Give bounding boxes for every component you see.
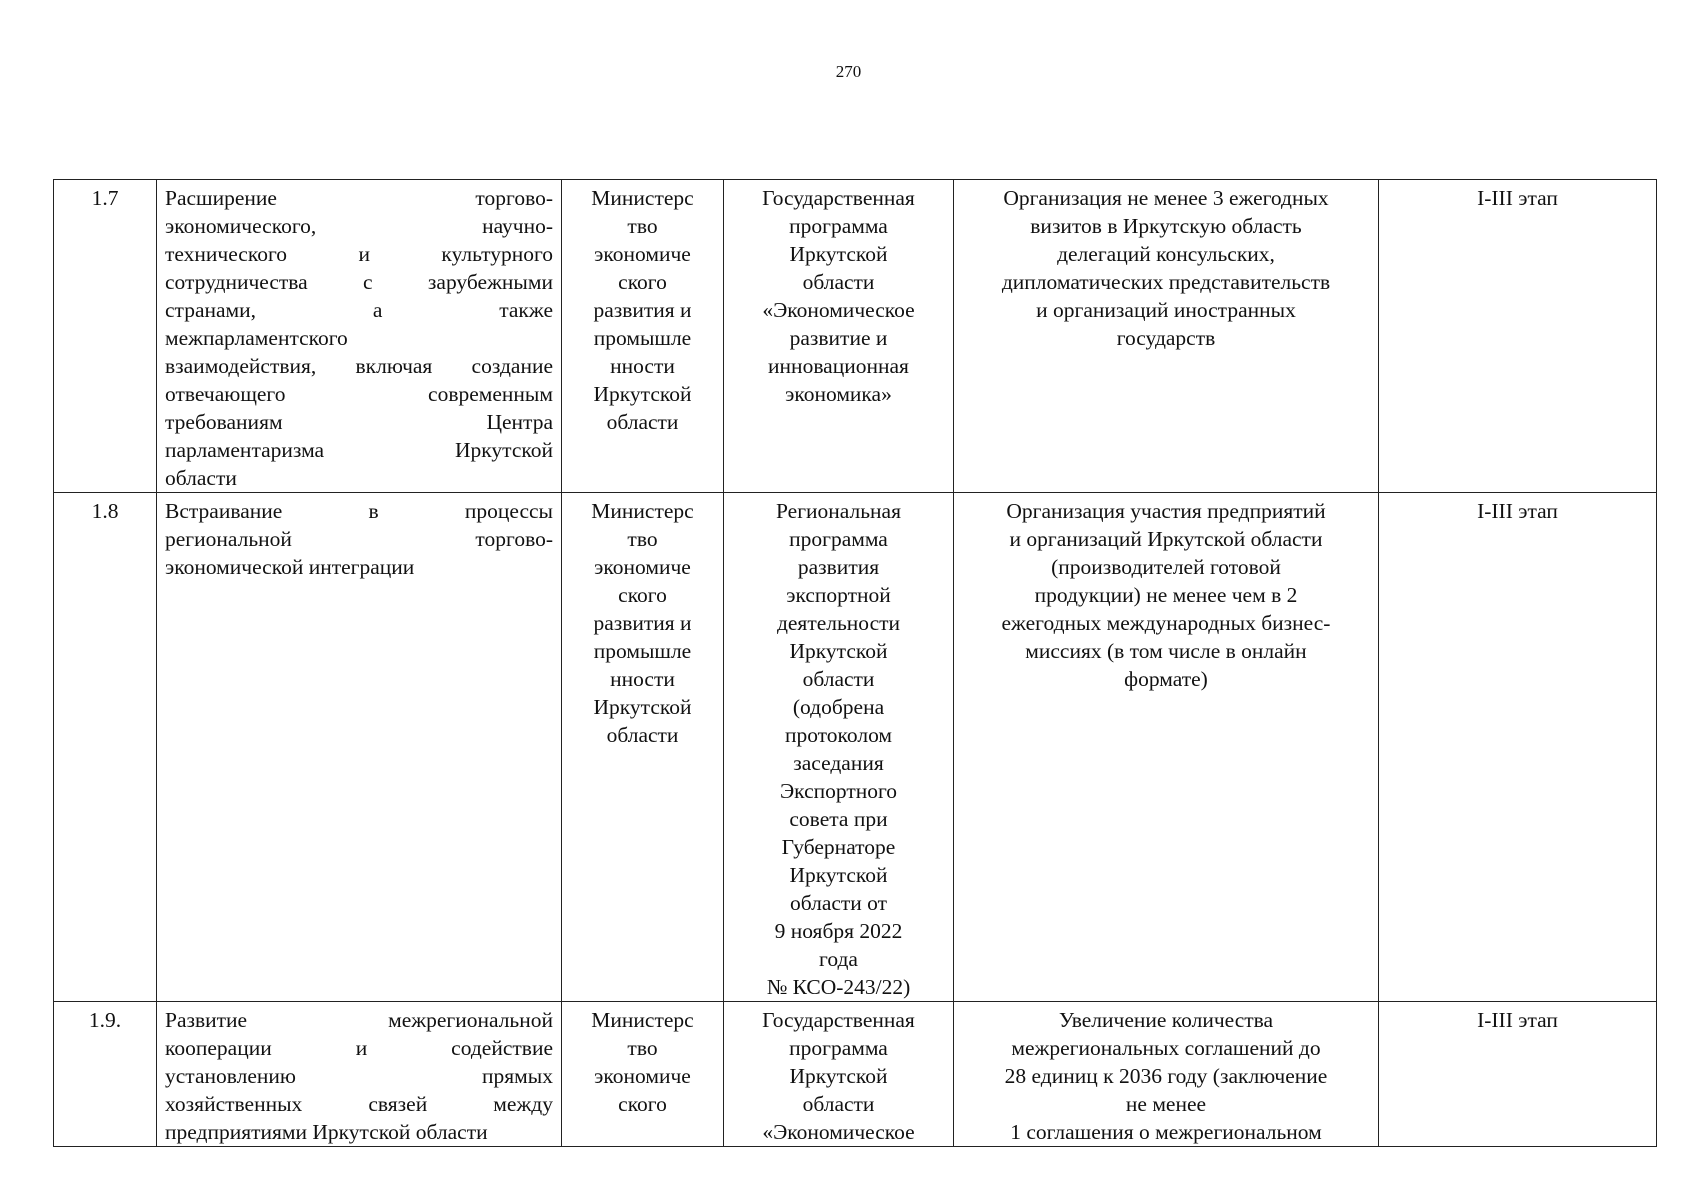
program-line: инновационная xyxy=(768,354,909,378)
measure-name-line: сотрудничества с зарубежными xyxy=(165,270,553,294)
program-line: Региональная xyxy=(775,499,901,523)
program-line: 9 ноября 2022 xyxy=(774,919,903,943)
cell-program xyxy=(724,1002,954,1147)
executor-line: нности xyxy=(610,667,675,691)
cell-executor xyxy=(562,180,724,493)
result-line: миссиях (в том числе в онлайн xyxy=(1025,639,1307,663)
measure-name-line: установлению прямых xyxy=(165,1064,553,1088)
program-line: № КСО-243/22) xyxy=(766,975,911,999)
page-number: 270 xyxy=(835,62,862,81)
program-line: Иркутской xyxy=(789,242,888,266)
executor-line: Иркутской xyxy=(593,695,692,719)
measure-name-line: кооперации и содействие xyxy=(165,1036,553,1060)
program-line: экономика» xyxy=(785,382,892,406)
program-line: экспортной xyxy=(786,583,891,607)
result-line: Организация участия предприятий xyxy=(1006,499,1326,523)
result-line: межрегиональных соглашений до xyxy=(1011,1036,1321,1060)
executor-line: Министерс xyxy=(591,186,694,210)
cell-item-number: 1.7 xyxy=(54,180,157,493)
cell-executor xyxy=(562,493,724,1002)
measures-table xyxy=(53,179,1657,1147)
measure-name-line: хозяйственных связей между xyxy=(165,1092,553,1116)
measure-name-line: Расширение торгово- xyxy=(165,186,553,210)
cell-program xyxy=(724,180,954,493)
program-line: области от xyxy=(789,891,888,915)
result-line: ежегодных международных бизнес- xyxy=(1001,611,1331,635)
cell-measure-name xyxy=(157,180,562,493)
result-line: 1 соглашения о межрегиональном xyxy=(1010,1120,1322,1144)
executor-line: ского xyxy=(618,270,667,294)
cell-expected-result xyxy=(954,1002,1379,1147)
program-line: Иркутской xyxy=(789,639,888,663)
measure-name-line: взаимодействия, включая создание xyxy=(165,354,553,378)
result-line: и организаций иностранных xyxy=(1036,298,1296,322)
table-row xyxy=(54,180,1657,493)
executor-line: Министерс xyxy=(591,1008,694,1032)
measure-name-line: экономического, научно- xyxy=(165,214,553,238)
executor-line: экономиче xyxy=(594,242,691,266)
program-line: Иркутской xyxy=(789,1064,888,1088)
measure-name-line: странами, а также xyxy=(165,298,553,322)
program-line: Экспортного xyxy=(779,779,898,803)
program-line: Государственная xyxy=(762,186,915,210)
result-line: и организаций Иркутской области xyxy=(1009,527,1323,551)
result-line: Увеличение количества xyxy=(1058,1008,1274,1032)
cell-measure-name xyxy=(157,1002,562,1147)
executor-line: тво xyxy=(627,214,658,238)
program-line: «Экономическое xyxy=(762,298,915,322)
measure-name-line: экономической интеграции xyxy=(165,555,415,579)
executor-line: Министерс xyxy=(591,499,694,523)
cell-item-number: 1.9. xyxy=(54,1002,157,1147)
cell-expected-result xyxy=(954,493,1379,1002)
executor-line: области xyxy=(606,410,679,434)
measure-name-line: области xyxy=(165,466,237,490)
executor-line: развития и xyxy=(593,611,692,635)
executor-line: экономиче xyxy=(594,1064,691,1088)
cell-item-number: 1.8 xyxy=(54,493,157,1002)
cell-expected-result xyxy=(954,180,1379,493)
measure-name-line: технического и культурного xyxy=(165,242,553,266)
executor-line: области xyxy=(606,723,679,747)
program-line: деятельности xyxy=(776,611,901,635)
executor-line: промышле xyxy=(593,326,692,350)
measure-name-line: требованиям Центра xyxy=(165,410,553,434)
program-line: развитие и xyxy=(789,326,888,350)
executor-line: промышле xyxy=(593,639,692,663)
measure-name-line: отвечающего современным xyxy=(165,382,553,406)
cell-stage: I-III этап xyxy=(1379,180,1657,493)
result-line: Организация не менее 3 ежегодных xyxy=(1003,186,1329,210)
program-line: Государственная xyxy=(762,1008,915,1032)
program-line: «Экономическое xyxy=(762,1120,915,1144)
cell-executor xyxy=(562,1002,724,1147)
program-line: области xyxy=(802,270,875,294)
result-line: дипломатических представительств xyxy=(1001,270,1331,294)
program-line: Иркутской xyxy=(789,863,888,887)
table-body xyxy=(54,180,1657,1147)
program-line: (одобрена xyxy=(792,695,885,719)
result-line: продукции) не менее чем в 2 xyxy=(1034,583,1298,607)
program-line: программа xyxy=(789,1036,888,1060)
measure-name-line: Встраивание в процессы xyxy=(165,499,553,523)
program-line: года xyxy=(819,947,858,971)
executor-line: экономиче xyxy=(594,555,691,579)
executor-line: нности xyxy=(610,354,675,378)
program-line: совета при xyxy=(789,807,888,831)
executor-line: Иркутской xyxy=(593,382,692,406)
result-line: формате) xyxy=(1124,667,1208,691)
program-line: протоколом xyxy=(784,723,893,747)
program-line: программа xyxy=(789,214,888,238)
executor-line: тво xyxy=(627,1036,658,1060)
program-line: Губернаторе xyxy=(781,835,896,859)
result-line: 28 единиц к 2036 году (заключение xyxy=(1004,1064,1328,1088)
result-line: не менее xyxy=(1125,1092,1207,1116)
result-line: делегаций консульских, xyxy=(1057,242,1275,266)
program-line: заседания xyxy=(793,751,884,775)
executor-line: ского xyxy=(618,583,667,607)
program-line: области xyxy=(802,667,875,691)
measure-name-line: Развитие межрегиональной xyxy=(165,1008,553,1032)
measure-name-line: парламентаризма Иркутской xyxy=(165,438,553,462)
cell-stage: I-III этап xyxy=(1379,1002,1657,1147)
executor-line: тво xyxy=(627,527,658,551)
measure-name-line: региональной торгово- xyxy=(165,527,553,551)
executor-line: ского xyxy=(618,1092,667,1116)
measure-name-line: предприятиями Иркутской области xyxy=(165,1120,488,1144)
program-line: развития xyxy=(797,555,880,579)
result-line: (производителей готовой xyxy=(1051,555,1281,579)
measures-table-container xyxy=(53,179,1657,1147)
program-line: программа xyxy=(789,527,888,551)
cell-program xyxy=(724,493,954,1002)
table-row xyxy=(54,493,1657,1002)
cell-measure-name xyxy=(157,493,562,1002)
table-row xyxy=(54,1002,1657,1147)
executor-line: развития и xyxy=(593,298,692,322)
measure-name-line: межпарламентского xyxy=(165,326,348,350)
result-line: государств xyxy=(1116,326,1216,350)
result-line: визитов в Иркутскую область xyxy=(1030,214,1302,238)
cell-stage: I-III этап xyxy=(1379,493,1657,1002)
program-line: области xyxy=(802,1092,875,1116)
